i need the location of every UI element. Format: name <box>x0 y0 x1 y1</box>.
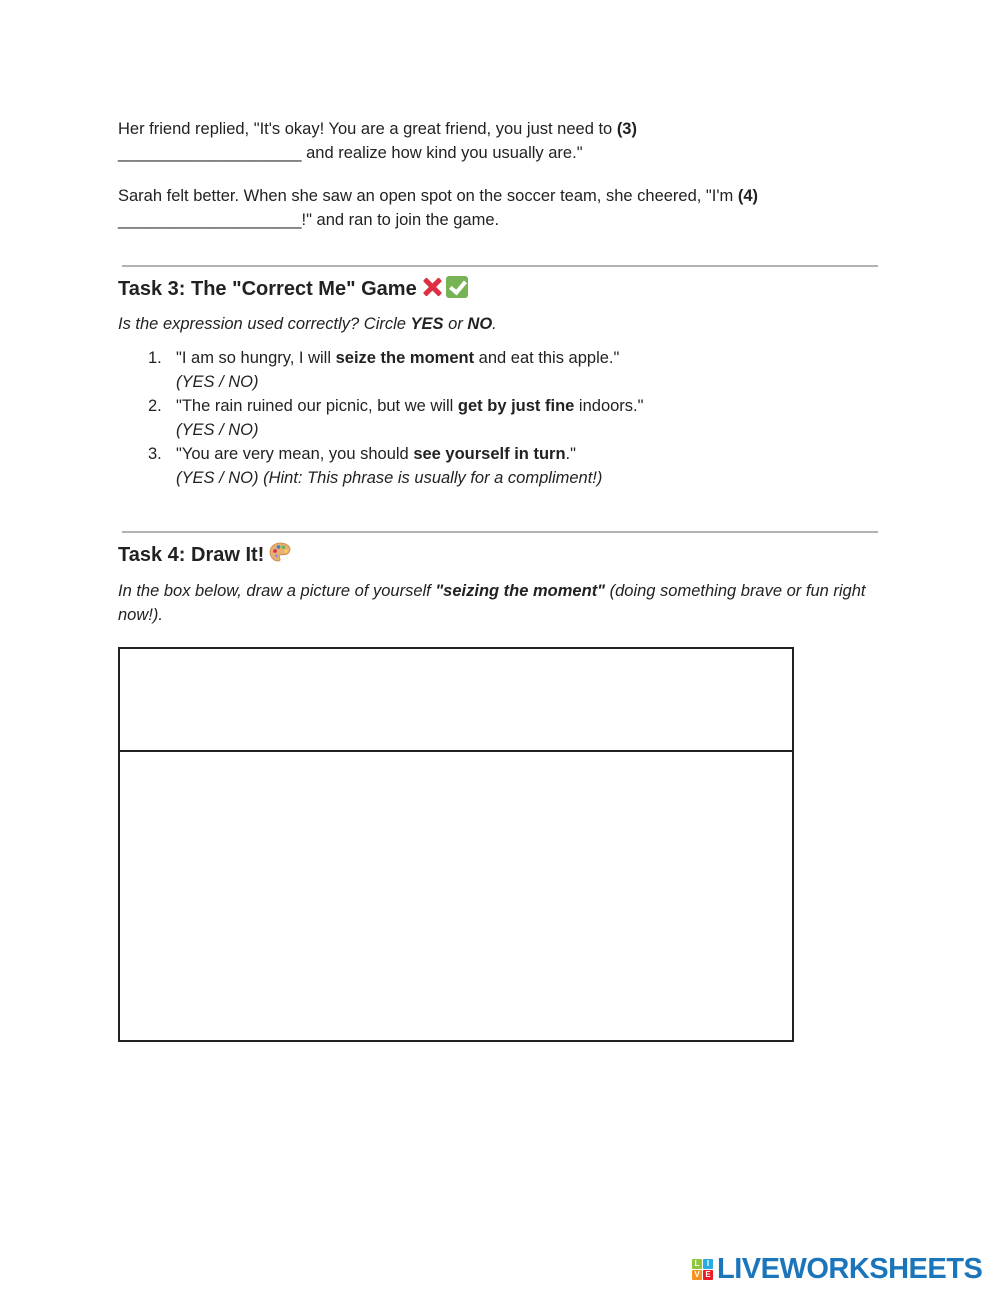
list-item <box>118 442 878 490</box>
blank-number: (3) <box>616 120 637 138</box>
item-text: "The rain ruined our picnic, but we will <box>176 397 458 415</box>
palette-icon <box>268 541 292 565</box>
instruction-text: . <box>492 315 497 333</box>
instruction-text: Is the expression used correctly? Circle <box>118 315 411 333</box>
story-text: !" and ran to join the game. <box>301 211 500 229</box>
key-phrase: "seizing the moment" <box>435 582 606 600</box>
logo-tile: I <box>703 1259 713 1269</box>
item-number: 3. <box>148 445 162 463</box>
item-number: 2. <box>148 397 162 415</box>
task3-title: Task 3: The "Correct Me" Game <box>118 278 417 300</box>
section-divider <box>122 265 878 267</box>
story-text: Sarah felt better. When she saw an open spot on the soccer team, she cheered, "I'm <box>118 187 738 205</box>
task3-question-list <box>118 346 878 490</box>
item-text: "You are very mean, you should <box>176 445 414 463</box>
story-text: and realize how kind you usually are." <box>301 144 583 162</box>
expression-phrase: see yourself in turn <box>413 445 566 463</box>
yes-no-answer[interactable]: (YES / NO) <box>176 373 259 391</box>
check-mark-icon <box>446 276 468 298</box>
logo-tile: L <box>692 1259 702 1269</box>
item-text: ." <box>565 445 576 463</box>
blank-number: (4) <box>737 187 759 205</box>
drawing-box[interactable] <box>118 647 794 1042</box>
cross-mark-icon <box>421 276 443 298</box>
task3-heading <box>118 275 468 303</box>
yes-no-answer[interactable]: (YES / NO) <box>176 421 259 439</box>
section-divider <box>122 531 878 533</box>
task4-title: Task 4: Draw It! <box>118 544 265 566</box>
logo-tile: E <box>703 1270 713 1280</box>
drawing-box-divider <box>120 750 792 752</box>
story-text: Her friend replied, "It's okay! You are a great friend, you just need to <box>118 120 617 138</box>
instruction-text: or <box>443 315 468 333</box>
answer-blank[interactable]: ____________________ <box>118 211 302 229</box>
brand-name: LIVEWORKSHEETS <box>717 1252 983 1285</box>
yes-no-answer[interactable]: (YES / NO) (Hint: This phrase is usually for a compliment!) <box>176 469 603 487</box>
no-keyword: NO <box>467 315 493 333</box>
task4-heading <box>118 541 292 569</box>
list-item <box>118 394 878 442</box>
task3-instruction <box>118 312 878 336</box>
item-text: and eat this apple." <box>474 349 620 367</box>
answer-blank[interactable]: ____________________ <box>118 144 302 162</box>
task4-instruction <box>118 579 878 627</box>
instruction-text: (doing something brave or fun right now!). <box>118 582 866 624</box>
instruction-text: In the box below, draw a picture of yourself <box>118 582 436 600</box>
logo-tile: V <box>692 1270 702 1280</box>
story-paragraph-4 <box>118 184 858 232</box>
item-text: "I am so hungry, I will <box>176 349 336 367</box>
liveworksheets-logo-icon <box>692 1259 713 1280</box>
item-text: indoors." <box>574 397 644 415</box>
story-paragraph-3 <box>118 117 858 165</box>
list-item <box>118 346 878 394</box>
item-number: 1. <box>148 349 162 367</box>
liveworksheets-logo <box>692 1252 982 1286</box>
expression-phrase: get by just fine <box>457 397 575 415</box>
expression-phrase: seize the moment <box>335 349 475 367</box>
yes-keyword: YES <box>410 315 444 333</box>
